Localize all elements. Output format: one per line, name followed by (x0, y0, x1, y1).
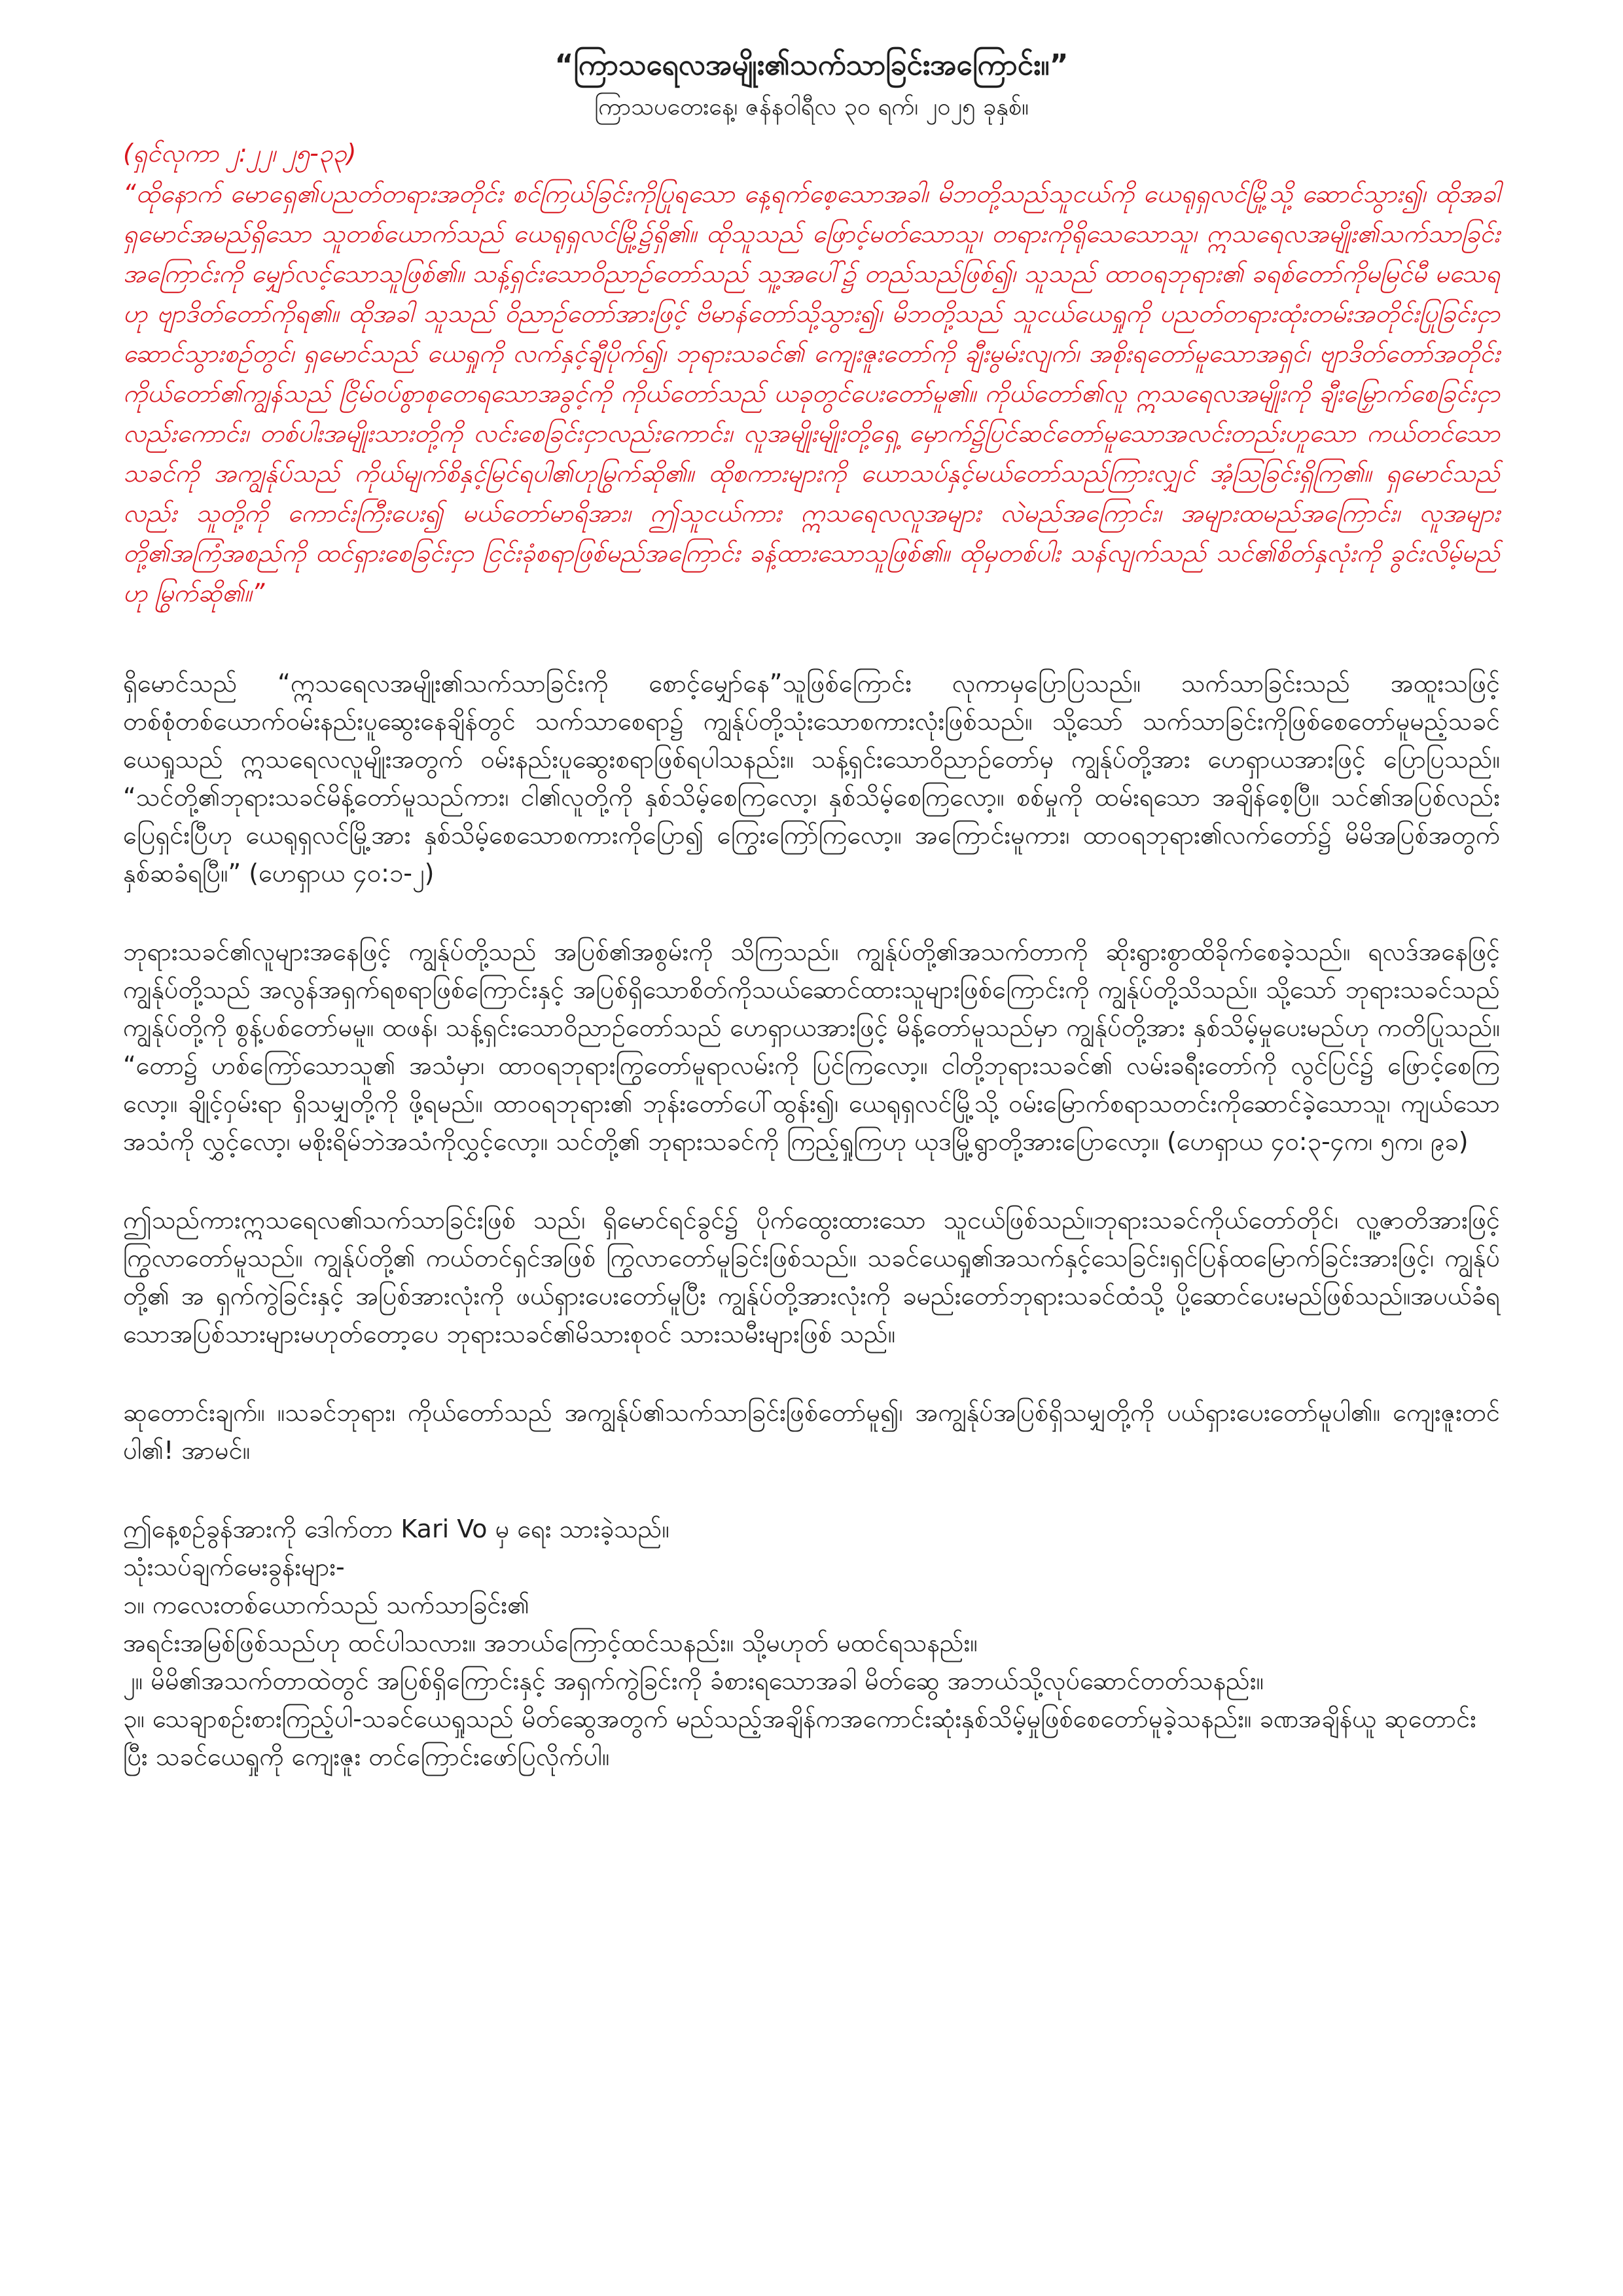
body-paragraph-2: ဘုရားသခင်၏လူများအနေဖြင့် ကျွန်ုပ်တို့သည် အပြစ်၏အစွမ်းကို သိကြသည်။ ကျွန်ုပ်တို့၏အသက်တာကို ဆိုးရွားစွာထိခိုက်စေခဲ့သည်။ ရလဒ်အနေဖြင့် ကျွန်ုပ်တို့သည် အလွန်အရှက်ရစရာဖြစ်ကြောင်းနှင့် အပြစ်ရှိသောစိတ်ကိုသယ်ဆောင်ထားသူများဖြစ်ကြောင်းကို ကျွန်ုပ်တို့သိသည်။ သို့သော် ဘုရားသခင်သည် ကျွန်ုပ်တို့ကို စွန့်ပစ်တော်မမူ။ ထဖန်၊ သန့်ရှင်းသောဝိညာဉ်တော်သည် ဟေရှာယအားဖြင့် မိန့်တော်မူသည်မှာ ကျွန်ုပ်တို့အား နှစ်သိမ့်မှုပေးမည်ဟု ကတိပြုသည်။ “တော၌ ဟစ်ကြော်သောသူ၏ အသံမှာ၊ ထာဝရဘုရားကြွတော်မူရာလမ်းကို ပြင်ကြလော့။ ငါတို့ဘုရားသခင်၏ လမ်းခရီးတော်ကို လွင်ပြင်၌ ဖြောင့်စေကြလော့။ ချိုင့်ဝှမ်းရာ ရှိသမျှတို့ကို ဖို့ရမည်။ ထာဝရဘုရား၏ ဘုန်းတော်ပေါ်ထွန်း၍၊ ယေရုရှလင်မြို့သို့ ဝမ်းမြောက်စရာသတင်းကိုဆောင်ခဲ့သောသူ၊ ကျယ်သောအသံကို လွှင့်လော့၊ မစိုးရိမ်ဘဲအသံကိုလွှင့်လော့။ သင်တို့၏ ဘုရားသခင်ကို ကြည့်ရှုကြဟု ယုဒမြို့ရွာတို့အားပြောလော့။ (ဟေရှာယ ၄၀:၃-၄က၊ ၅က၊ ၉ခ) (123, 937, 1500, 1156)
scripture-quote: “ထိုနောက် မောရှေ၏ပညတ်တရားအတိုင်း စင်ကြယ်ခြင်းကိုပြုရသော နေ့ရက်စေ့သောအခါ၊ မိဘတို့သည်သူငယ်ကို ယေရုရှလင်မြို့သို့ ဆောင်သွား၍၊ ထိုအခါ ရှမောင်အမည်ရှိသော သူတစ်ယောက်သည် ယေရုရှလင်မြို့၌ရှိ၏။ ထိုသူသည် ဖြောင့်မတ်သောသူ၊ တရားကိုရိုသေသောသူ၊ ဣသရေလအမျိုး၏သက်သာခြင်းအကြောင်းကို မျှော်လင့်သောသူဖြစ်၏။ သန့်ရှင်းသောဝိညာဉ်တော်သည် သူ့အပေါ်၌ တည်သည်ဖြစ်၍၊ သူသည် ထာဝရဘုရား၏ ခရစ်တော်ကိုမမြင်မီ မသေရဟု ဗျာဒိတ်တော်ကိုရ၏။ ထိုအခါ သူသည် ဝိညာဉ်တော်အားဖြင့် ဗိမာန်တော်သို့သွား၍၊ မိဘတို့သည် သူငယ်ယေရှုကို ပညတ်တရားထုံးတမ်းအတိုင်းပြုခြင်းငှာ ဆောင်သွားစဉ်တွင်၊ ရှမောင်သည် ယေရှုကို လက်နှင့်ချီပိုက်၍၊ ဘုရားသခင်၏ ကျေးဇူးတော်ကို ချီးမွမ်းလျက်၊ အစိုးရတော်မူသောအရှင်၊ ဗျာဒိတ်တော်အတိုင်း ကိုယ်တော်၏ကျွန်သည် ငြိမ်ဝပ်စွာစုတေရသောအခွင့်ကို ကိုယ်တော်သည် ယခုတွင်ပေးတော်မူ၏။ ကိုယ်တော်၏လူ ဣသရေလအမျိုးကို ချီးမြှောက်စေခြင်းငှာလည်းကောင်း၊ တစ်ပါးအမျိုးသားတို့ကို လင်းစေခြင်းငှာလည်းကောင်း၊ လူအမျိုးမျိုးတို့ရှေ့ မှောက်၌ပြင်ဆင်တော်မူသောအလင်းတည်းဟူသော ကယ်တင်သောသခင်ကို အကျွန်ုပ်သည် ကိုယ်မျက်စိနှင့်မြင်ရပါ၏ဟုမြွက်ဆို၏။ ထိုစကားများကို ယောသပ်နှင့်မယ်တော်သည်ကြားလျှင် အံ့သြခြင်းရှိကြ၏။ ရှမောင်သည်လည်း သူတို့ကို ကောင်းကြီးပေး၍ မယ်တော်မာရိအား၊ ဤသူငယ်ကား ဣသရေလလူအများ လဲမည်အကြောင်း၊ အများထမည်အကြောင်း၊ လူအများတို့၏အကြံအစည်ကို ထင်ရှားစေခြင်းငှာ ငြင်းခုံစရာဖြစ်မည်အကြောင်း ခန့်ထားသောသူဖြစ်၏။ ထိုမှတစ်ပါး သန်လျက်သည် သင်၏စိတ်နှလုံးကို ခွင်းလိမ့်မည်ဟု မြွက်ဆို၏။” (123, 179, 1500, 607)
questions-heading: သုံးသပ်ချက်မေးခွန်းများ- (123, 1552, 345, 1581)
page-title: “ကြာသရေလအမျိုး၏သက်သာခြင်းအကြောင်း။” (554, 48, 1069, 82)
author-line: ဤနေ့စဉ်ခွန်အားကို ဒေါက်တာ Kari Vo မှ ရေး သားခဲ့သည်။ (123, 1515, 669, 1543)
question-3: ၃။ သေချာစဉ်းစားကြည့်ပါ-သခင်ယေရှုသည် မိတ်ဆွေအတွက် မည်သည့်အချိန်ကအကောင်းဆုံးနှစ်သိမ့်မှုဖြစ်စေတော်မူခဲ့သနည်း။ ခဏအချိန်ယူ ဆုတောင်းပြီး သခင်ယေရှုကို ကျေးဇူး တင်ကြောင်းဖော်ပြလိုက်ပါ။ (123, 1704, 1476, 1771)
body-paragraph-1: ရှိမောင်သည် “ဣသရေလအမျိုး၏သက်သာခြင်းကို စောင့်မျှော်နေ”သူဖြစ်ကြောင်း လုကာမှပြောပြသည်။ သက်သာခြင်းသည် အထူးသဖြင့် တစ်စုံတစ်ယောက်ဝမ်းနည်းပူဆွေးနေချိန်တွင် သက်သာစေရာ၌ ကျွန်ုပ်တို့သုံးသောစကားလုံးဖြစ်သည်။ သို့သော် သက်သာခြင်းကိုဖြစ်စေတော်မူမည့်သခင်ယေရှုသည် ဣသရေလလူမျိုးအတွက် ဝမ်းနည်းပူဆွေးစရာဖြစ်ရပါသနည်း။ သန့်ရှင်းသောဝိညာဉ်တော်မှ ကျွန်ုပ်တို့အား ဟေရှာယအားဖြင့် ပြောပြသည်။ “သင်တို့၏ဘုရားသခင်မိန့်တော်မူသည်ကား၊ ငါ၏လူတို့ကို နှစ်သိမ့်စေကြလော့၊ နှစ်သိမ့်စေကြလော့။ စစ်မှုကို ထမ်းရသော အချိန်စေ့ပြီ။ သင်၏အပြစ်လည်းပြေရှင်းပြီဟု ယေရုရှလင်မြို့အား နှစ်သိမ့်စေသောစကားကိုပြော၍ ကြွေးကြော်ကြလော့။ အကြောင်းမူကား၊ ထာဝရဘုရား၏လက်တော်၌ မိမိအပြစ်အတွက် နှစ်ဆခံရပြီ။” (ဟေရှာယ ၄၀:၁-၂) (123, 669, 1500, 888)
prayer-paragraph: ဆုတောင်းချက်။ ။သခင်ဘုရား၊ ကိုယ်တော်သည် အကျွန်ုပ်၏သက်သာခြင်းဖြစ်တော်မူ၍၊ အကျွန်ုပ်အပြစ်ရှိသမျှတို့ကို ပယ်ရှားပေးတော်မူပါ၏။ ကျေးဇူးတင်ပါ၏! အာမင်။ (123, 1398, 1500, 1465)
body-paragraph-3: ဤသည်ကားဣသရေလ၏သက်သာခြင်းဖြစ် သည်၊ ရှိမောင်ရင်ခွင်၌ ပိုက်ထွေးထားသော သူငယ်ဖြစ်သည်။ဘုရားသခင်ကိုယ်တော်တိုင်၊ လူ့ဇာတိအားဖြင့် ကြွလာတော်မူသည်။ ကျွန်ုပ်တို့၏ ကယ်တင်ရှင်အဖြစ် ကြွလာတော်မူခြင်းဖြစ်သည်။ သခင်ယေရှု၏အသက်နှင့်သေခြင်း၊ရှင်ပြန်ထမြောက်ခြင်းအားဖြင့်၊ ကျွန်ုပ်တို့၏ အ ရှက်ကွဲခြင်းနှင့် အပြစ်အားလုံးကို ဖယ်ရှားပေးတော်မူပြီး ကျွန်ုပ်တို့အားလုံးကို ခမည်းတော်ဘုရားသခင်ထံသို့ ပို့ဆောင်ပေးမည်ဖြစ်သည်။အပယ်ခံရသောအပြစ်သားများမဟုတ်တော့ပေ ဘုရားသခင်၏မိသားစုဝင် သားသမီးများဖြစ် သည်။ (123, 1206, 1500, 1348)
question-1-line-2: အရင်းအမြစ်ဖြစ်သည်ဟု ထင်ပါသလား။ အဘယ်ကြောင့်ထင်သနည်း။ သို့မဟုတ် မထင်ရသနည်း။ (123, 1628, 978, 1657)
scripture-reference: (ရှင်လုကာ ၂:၂၂၊ ၂၅-၃၃) (123, 139, 357, 168)
dateline: ကြာသပတေးနေ့၊ ဇန်နဝါရီလ ၃၀ ရက်၊ ၂၀၂၅ ခုနှစ်။ (594, 94, 1029, 120)
question-1-line-1: ၁။ ကလေးတစ်ယောက်သည် သက်သာခြင်း၏ (123, 1590, 529, 1619)
devotional-page (123, 46, 1500, 1776)
question-2: ၂။ မိမိ၏အသက်တာထဲတွင် အပြစ်ရှိကြောင်းနှင့် အရှက်ကွဲခြင်းကို ခံစားရသောအခါ မိတ်ဆွေ အဘယ်သို့လုပ်ဆောင်တတ်သနည်း။ (123, 1666, 1264, 1695)
